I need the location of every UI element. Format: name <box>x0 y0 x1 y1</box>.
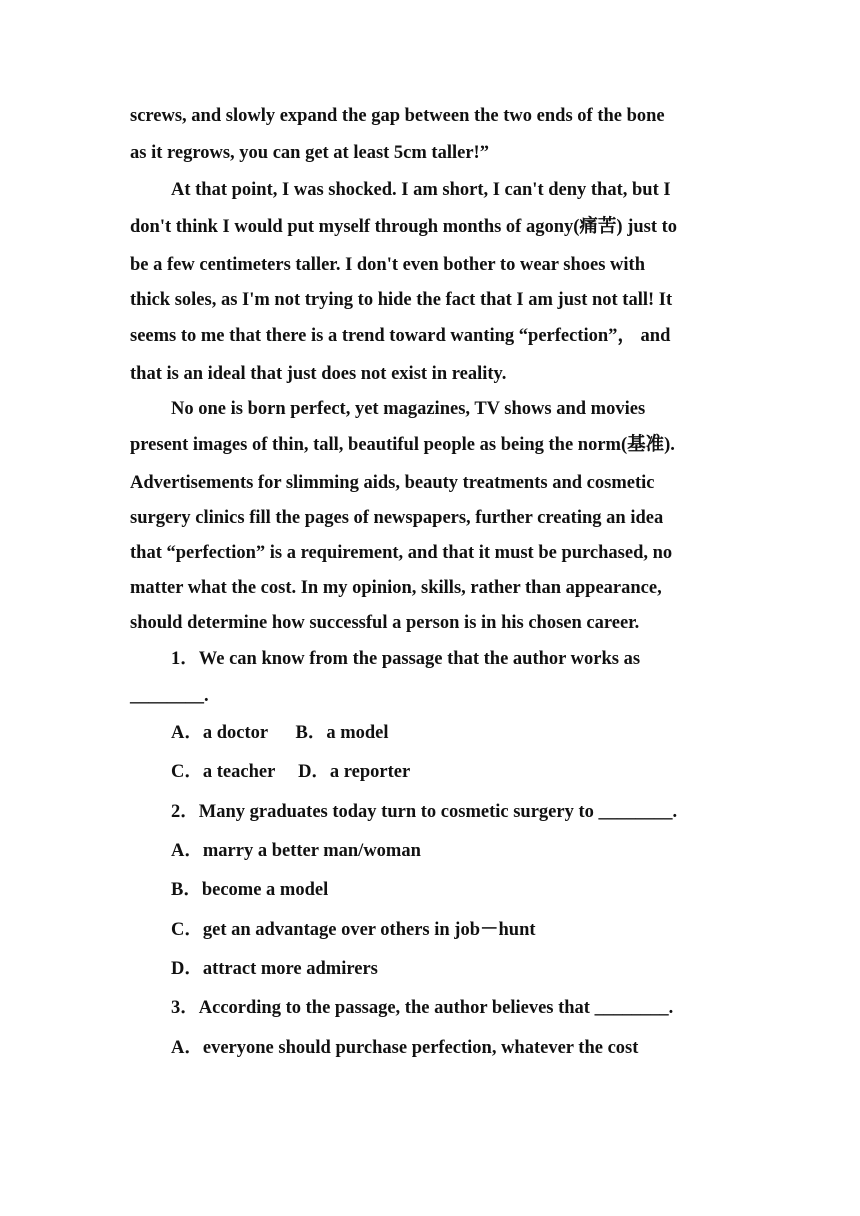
passage-line: No one is born perfect, yet magazines, TV shows and movies <box>171 399 646 419</box>
question-1-blank: ________. <box>130 686 209 706</box>
question-3-stem: 3．According to the passage, the author believes that ________. <box>171 998 674 1018</box>
question-2-stem: 2．Many graduates today turn to cosmetic surgery to ________. <box>171 802 678 822</box>
passage-line: present images of thin, tall, beautiful people as being the norm(基准). <box>130 435 675 455</box>
passage-line: screws, and slowly expand the gap between the two ends of the bone <box>130 106 665 126</box>
question-2-option-a: A．marry a better man/woman <box>171 841 421 861</box>
passage-line: matter what the cost. In my opinion, skills, rather than appearance, <box>130 578 662 598</box>
question-1-options-ab: A．a doctor B．a model <box>171 723 389 743</box>
question-2-option-c: C．get an advantage over others in job－hunt <box>171 920 536 940</box>
passage-line: seems to me that there is a trend toward wanting “perfection”， and <box>130 326 671 346</box>
question-1-stem: 1．We can know from the passage that the author works as <box>171 649 641 669</box>
passage-line: don't think I would put myself through months of agony(痛苦) just to <box>130 217 678 237</box>
passage-line: be a few centimeters taller. I don't even bother to wear shoes with <box>130 255 646 275</box>
passage-line: as it regrows, you can get at least 5cm taller!” <box>130 143 489 163</box>
question-3-option-a: A．everyone should purchase perfection, whatever the cost <box>171 1038 639 1058</box>
question-2-option-d: D．attract more admirers <box>171 959 378 979</box>
question-2-option-b: B．become a model <box>171 880 329 900</box>
passage-line: should determine how successful a person is in his chosen career. <box>130 613 640 633</box>
passage-line: At that point, I was shocked. I am short, I can't deny that, but I <box>171 180 671 200</box>
passage-line: thick soles, as I'm not trying to hide the fact that I am just not tall! It <box>130 290 673 310</box>
passage-line: surgery clinics fill the pages of newspapers, further creating an idea <box>130 508 664 528</box>
passage-line: Advertisements for slimming aids, beauty treatments and cosmetic <box>130 473 655 493</box>
passage-line: that “perfection” is a requirement, and that it must be purchased, no <box>130 543 673 563</box>
passage-line: that is an ideal that just does not exist in reality. <box>130 364 507 384</box>
question-1-options-cd: C．a teacher D．a reporter <box>171 762 411 782</box>
